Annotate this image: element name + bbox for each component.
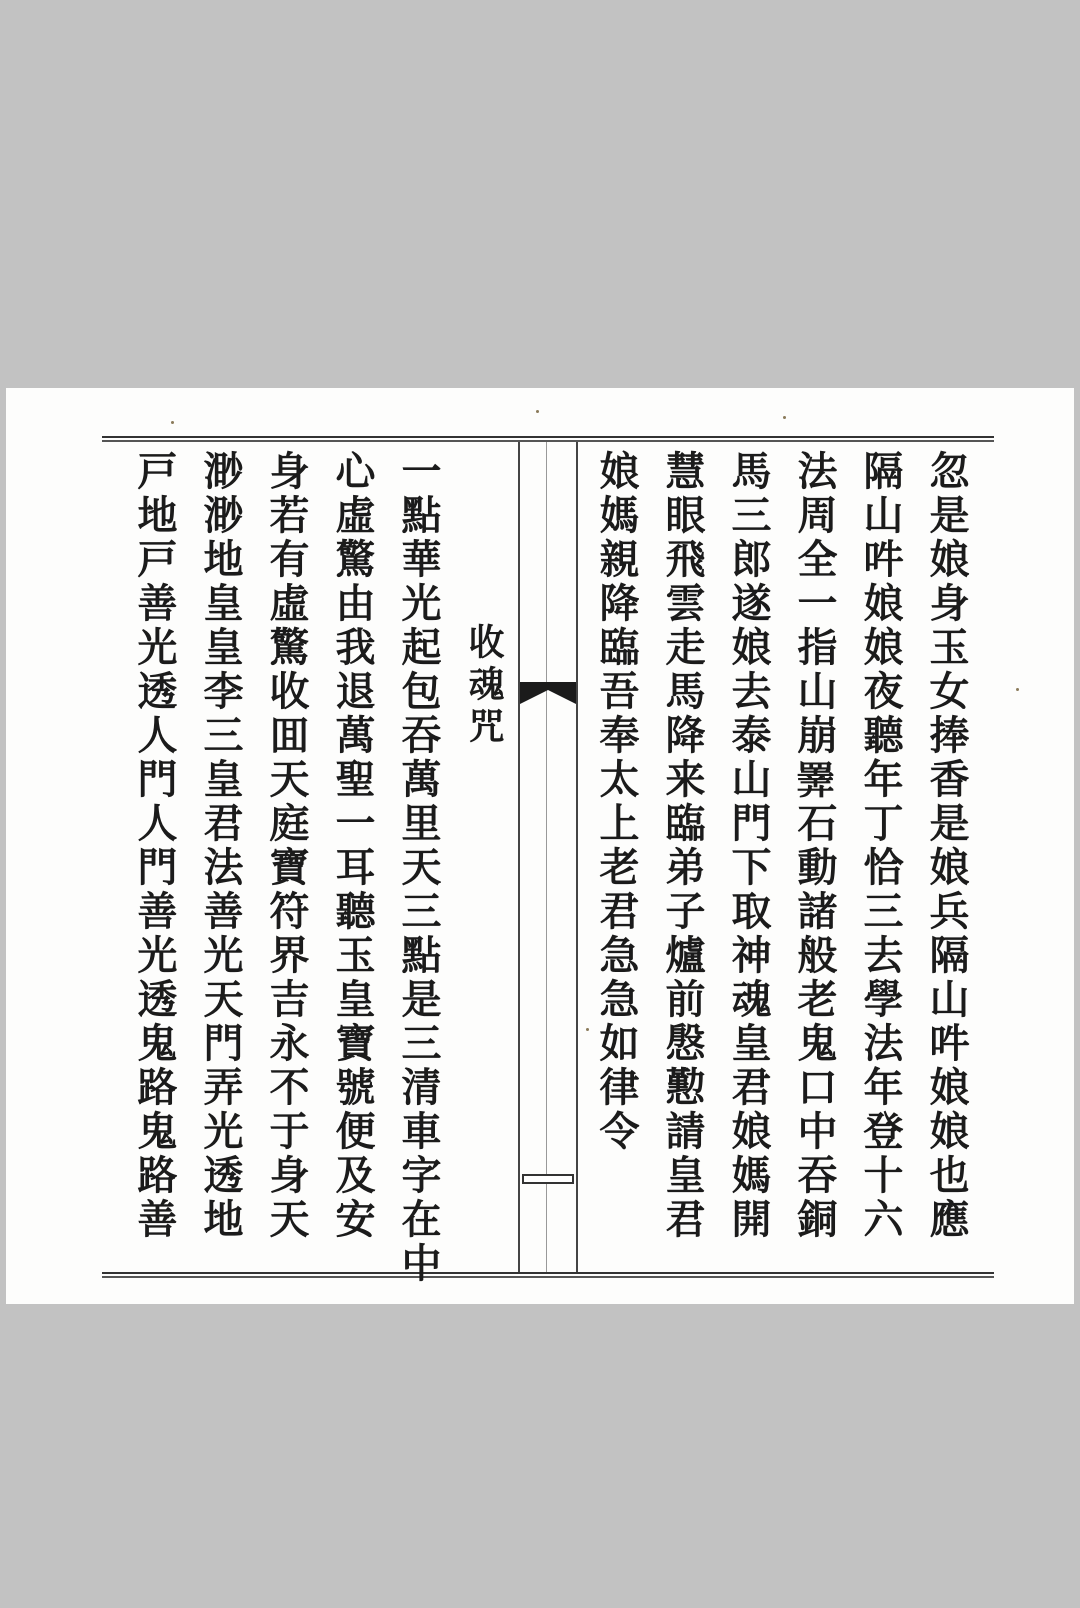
fishtail-mark-icon bbox=[520, 682, 576, 706]
left-page-line-1: 一點華光起包吞萬里天三點是三清車字在中 bbox=[395, 450, 442, 1286]
bottom-border-rule bbox=[102, 1272, 994, 1278]
left-page-line-2: 心虛驚由我退萬聖一耳聽玉皇寶號便及安 bbox=[329, 450, 376, 1242]
center-fold-gutter bbox=[518, 442, 578, 1272]
right-page-line-6: 娘媽親降臨吾奉太上老君急急如律令 bbox=[593, 450, 640, 1154]
right-page-line-3: 法周全一指山崩𢍰石動諸般老鬼口中吞銅 bbox=[791, 450, 838, 1242]
right-page-line-1: 忽是娘身玉女捧香是娘兵隔山吽娘娘也應 bbox=[923, 450, 970, 1242]
paper-speck bbox=[171, 421, 174, 424]
gutter-center-line bbox=[546, 442, 547, 1272]
book-spread bbox=[6, 388, 1074, 1304]
left-page-line-3: 身若有虛驚收囬天庭寶符界吉永不于身天 bbox=[263, 450, 310, 1242]
paper-speck bbox=[783, 416, 786, 419]
paper-speck bbox=[1016, 688, 1019, 691]
right-page-line-4: 馬三郎遂娘去泰山門下取神魂皇君娘媽開 bbox=[725, 450, 772, 1242]
left-page-line-4: 渺渺地皇皇李三皇君法善光天門弄光透地 bbox=[197, 450, 244, 1242]
left-page-line-5: 戸地戸善光透人門人門善光透鬼路鬼路善 bbox=[131, 450, 178, 1242]
right-page-line-5: 慧眼飛雲走馬降来臨弟子爐前慇懃請皇君 bbox=[659, 450, 706, 1242]
paper-speck bbox=[586, 1028, 589, 1031]
gutter-lower-mark bbox=[522, 1174, 574, 1184]
section-title: 收魂咒 bbox=[463, 623, 505, 749]
right-page-line-2: 隔山吽娘娘夜聽年丁恰三去學法年登十六 bbox=[857, 450, 904, 1242]
paper-speck bbox=[536, 410, 539, 413]
